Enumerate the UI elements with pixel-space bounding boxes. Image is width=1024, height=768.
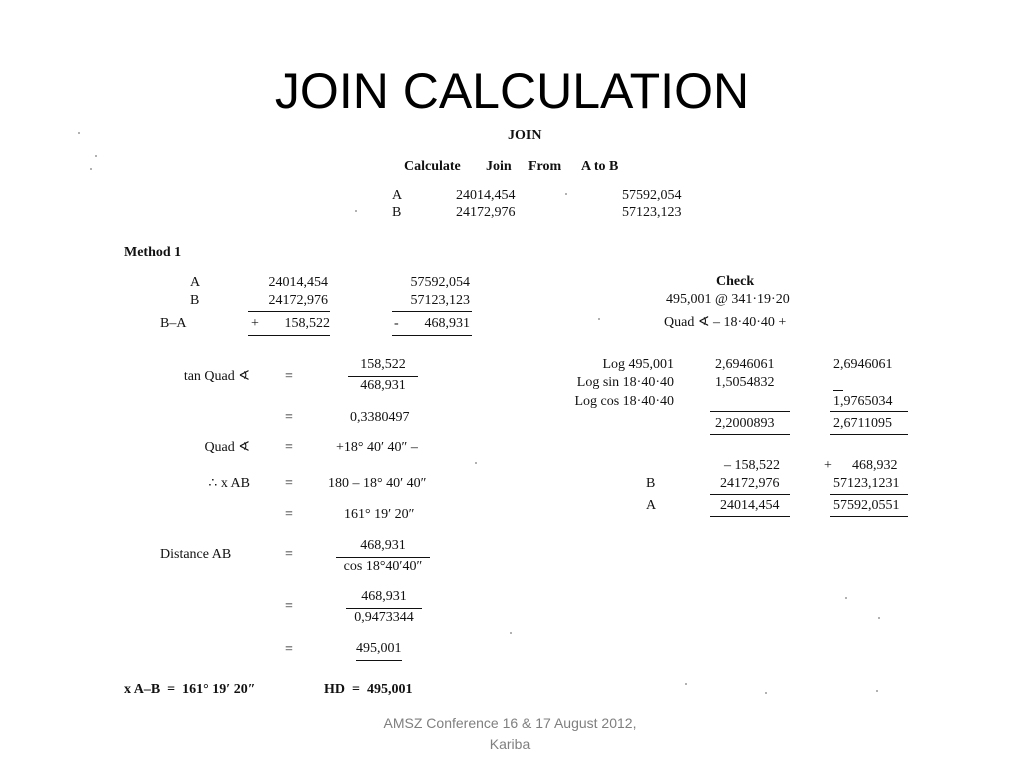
check-line1: 495,001 @ 341·19·20 bbox=[666, 292, 790, 307]
sum1-rule bbox=[710, 411, 790, 412]
scan-speck bbox=[90, 168, 92, 170]
xab-value2: 161° 19′ 20″ bbox=[344, 507, 415, 522]
log-v1: 2,6946061 bbox=[715, 357, 775, 372]
check-b-y: 24172,976 bbox=[720, 476, 780, 491]
tan-eq2: = bbox=[285, 410, 293, 425]
distance-result: 495,001 bbox=[356, 641, 402, 661]
xab-label: ∴ x AB bbox=[208, 476, 250, 491]
subheading-from: From bbox=[528, 159, 562, 174]
check-title: Check bbox=[716, 274, 755, 289]
m1-ba-y-rule bbox=[248, 335, 330, 336]
distance-eq1: = bbox=[285, 547, 293, 562]
logsin-v1: 1,5054832 bbox=[715, 375, 775, 390]
check-a-label: A bbox=[646, 498, 657, 513]
xab-eq1: = bbox=[285, 476, 293, 491]
check-dx: 468,932 bbox=[852, 458, 898, 473]
log-v2: 2,6946061 bbox=[833, 357, 893, 372]
point-b-y: 24172,976 bbox=[456, 205, 516, 220]
m1-ba-y: 158,522 bbox=[284, 316, 330, 331]
m1-b-y: 24172,976 bbox=[268, 293, 328, 308]
xab-value1: 180 – 18° 40′ 40″ bbox=[328, 476, 427, 491]
slide-footer bbox=[350, 713, 670, 755]
m1-b-x: 57123,123 bbox=[410, 293, 470, 308]
check-a-x: 57592,0551 bbox=[833, 498, 900, 513]
sum1-underline bbox=[710, 434, 790, 435]
m1-ba-x-sign: - bbox=[394, 316, 399, 331]
scan-speck bbox=[475, 462, 477, 464]
point-a-x: 57592,054 bbox=[622, 188, 682, 203]
tan-value: 0,3380497 bbox=[350, 410, 410, 425]
m1-a-label: A bbox=[190, 275, 201, 290]
logcos-label: Log cos 18·40·40 bbox=[574, 394, 674, 409]
doc-heading: JOIN bbox=[508, 128, 542, 143]
m1-ba-x: 468,931 bbox=[424, 316, 470, 331]
subheading-join: Join bbox=[486, 159, 512, 174]
check-dy: – 158,522 bbox=[724, 458, 780, 473]
point-b-x: 57123,123 bbox=[622, 205, 682, 220]
subheading-calculate: Calculate bbox=[404, 159, 461, 174]
distance-num1: 468,931 bbox=[360, 538, 406, 553]
tan-den: 468,931 bbox=[348, 376, 418, 394]
scan-speck bbox=[78, 132, 80, 134]
distance-eq3: = bbox=[285, 642, 293, 657]
m1-b-label: B bbox=[190, 293, 200, 308]
tan-num: 158,522 bbox=[360, 357, 406, 372]
subheading-atob: A to B bbox=[581, 159, 619, 174]
distance-label: Distance AB bbox=[160, 547, 232, 562]
logsin-label: Log sin 18·40·40 bbox=[576, 375, 674, 390]
scan-speck bbox=[598, 318, 600, 320]
m1-ba-x-rule bbox=[392, 335, 472, 336]
distance-den2: 0,9473344 bbox=[346, 608, 422, 626]
scan-speck bbox=[765, 692, 767, 694]
point-a-y: 24014,454 bbox=[456, 188, 516, 203]
sum-v2: 2,6711095 bbox=[833, 416, 892, 431]
m1-a-y: 24014,454 bbox=[268, 275, 328, 290]
scan-speck bbox=[876, 690, 878, 692]
method-label: Method 1 bbox=[124, 245, 182, 260]
check-x-rule bbox=[830, 494, 908, 495]
check-ay-rule bbox=[710, 516, 790, 517]
scan-speck bbox=[845, 597, 847, 599]
scan-speck bbox=[355, 210, 357, 212]
sum2-rule bbox=[830, 411, 908, 412]
m1-a-x: 57592,054 bbox=[410, 275, 470, 290]
check-b-x: 57123,1231 bbox=[833, 476, 900, 491]
m1-ba-label: B–A bbox=[160, 316, 187, 331]
slide-title: JOIN CALCULATION bbox=[274, 63, 750, 119]
quad-value: +18° 40′ 40″ – bbox=[336, 440, 418, 455]
xab-eq2: = bbox=[285, 507, 293, 522]
check-ax-rule bbox=[830, 516, 908, 517]
scan-speck bbox=[878, 617, 880, 619]
sum2-underline bbox=[830, 434, 908, 435]
distance-num2: 468,931 bbox=[361, 589, 407, 604]
tan-label: tan Quad ∢ bbox=[183, 369, 250, 384]
logcos-v2: 1,9765034 bbox=[833, 394, 893, 409]
summary-distance: HD = 495,001 bbox=[324, 682, 413, 697]
m1-y-rule bbox=[248, 311, 330, 312]
point-a-label: A bbox=[392, 188, 403, 203]
m1-x-rule bbox=[392, 311, 472, 312]
distance-den1: cos 18°40′40″ bbox=[336, 557, 430, 575]
scan-speck bbox=[565, 193, 567, 195]
tan-eq1: = bbox=[285, 369, 293, 384]
distance-eq2: = bbox=[285, 599, 293, 614]
logsin-dash bbox=[833, 390, 843, 391]
summary-bearing: x A–B = 161° 19′ 20″ bbox=[124, 682, 256, 697]
check-y-rule bbox=[710, 494, 790, 495]
log-label: Log 495,001 bbox=[602, 357, 674, 372]
check-b-label: B bbox=[646, 476, 656, 491]
scan-speck bbox=[95, 155, 97, 157]
footer-line-2: Kariba bbox=[489, 736, 531, 752]
check-dx-sign: + bbox=[824, 458, 832, 473]
scan-speck bbox=[510, 632, 512, 634]
quad-eq: = bbox=[285, 440, 293, 455]
check-a-y: 24014,454 bbox=[720, 498, 780, 513]
m1-ba-y-sign: + bbox=[251, 316, 259, 331]
quad-label: Quad ∢ bbox=[204, 440, 250, 455]
sum-v1: 2,2000893 bbox=[715, 416, 775, 431]
footer-line-1: AMSZ Conference 16 & 17 August 2012, bbox=[383, 715, 637, 731]
check-line2: Quad ∢ – 18·40·40 + bbox=[664, 315, 787, 330]
scan-speck bbox=[685, 683, 687, 685]
point-b-label: B bbox=[392, 205, 402, 220]
